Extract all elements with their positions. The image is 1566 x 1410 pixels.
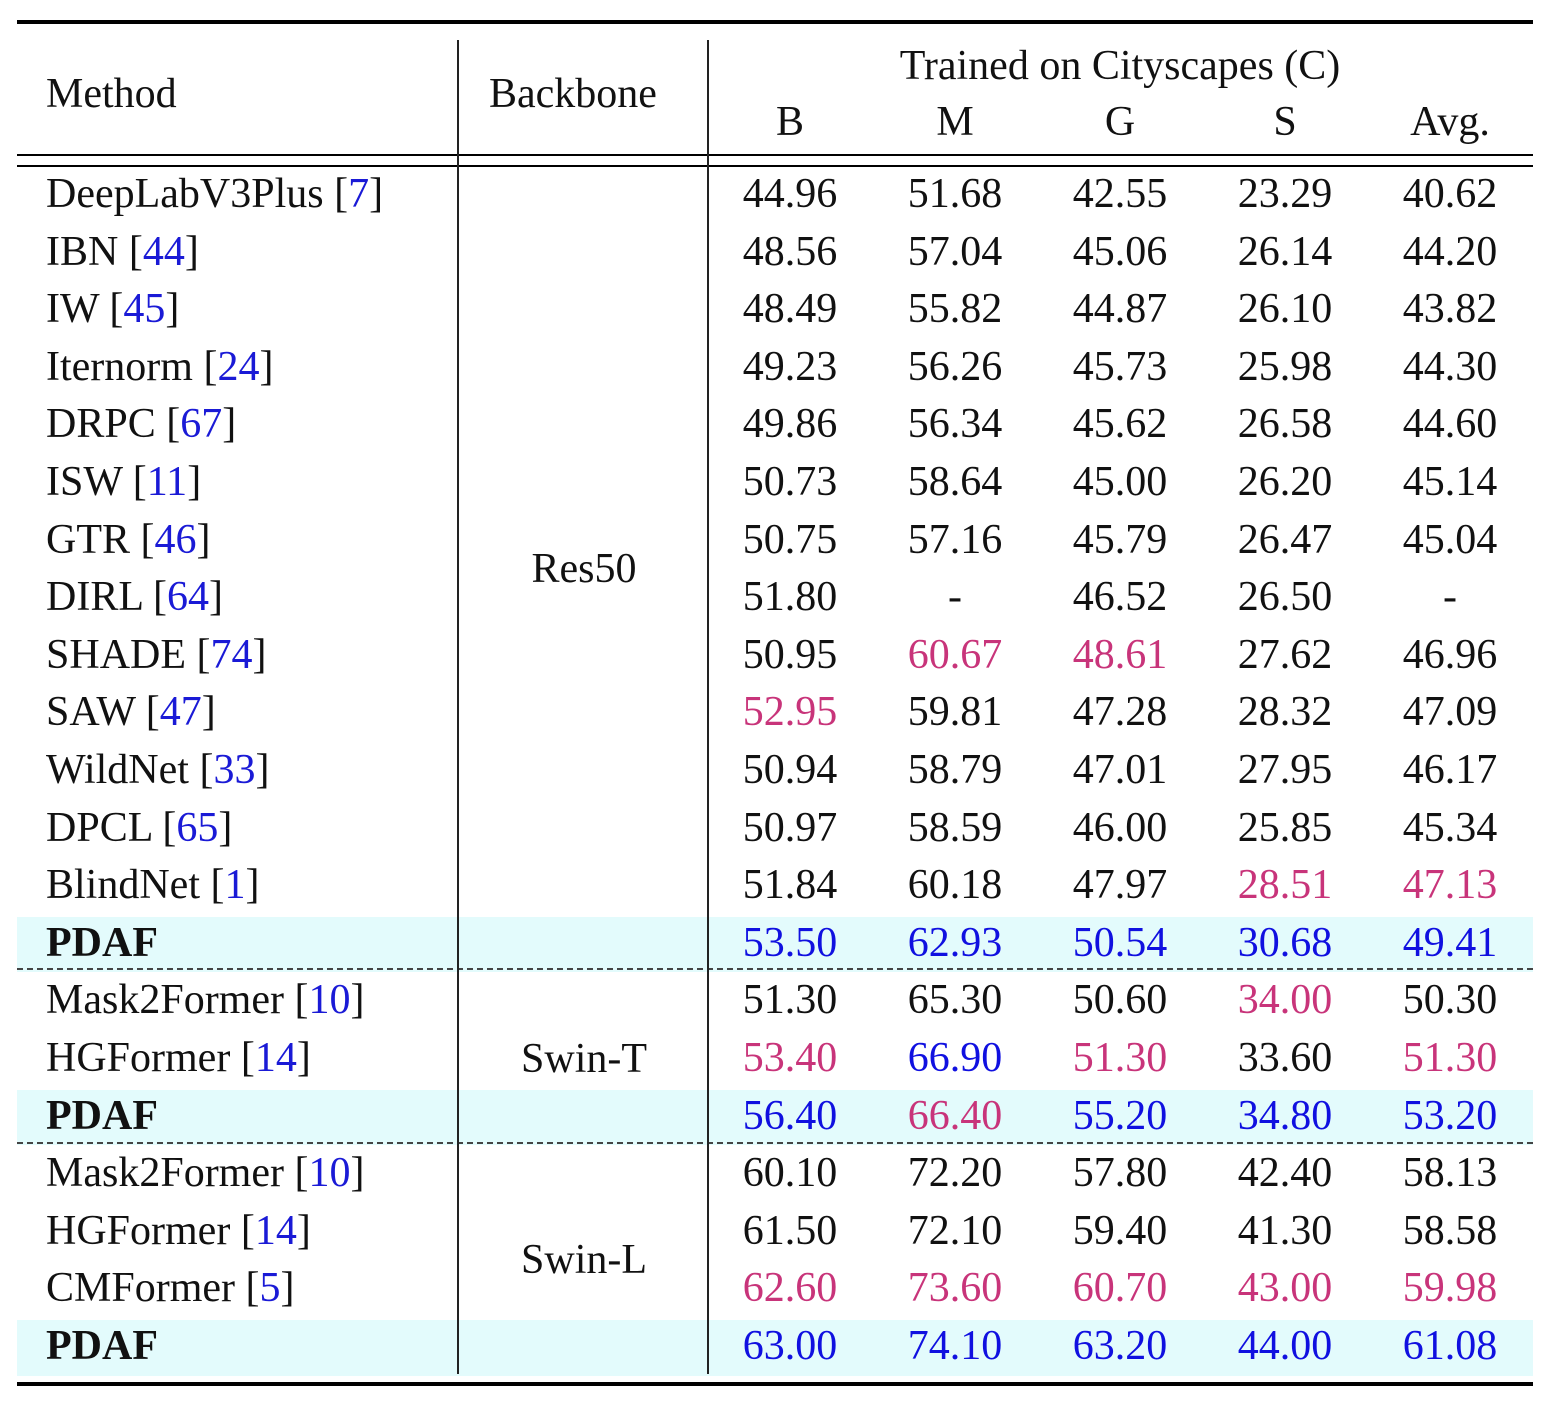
score-cell: 72.20 xyxy=(907,1150,1003,1197)
method-label: ISW xyxy=(46,459,123,505)
header-col-0: B xyxy=(775,99,804,145)
score-cell: 44.87 xyxy=(1072,286,1168,333)
score-cell: 57.16 xyxy=(907,516,1003,563)
method-label: IW xyxy=(46,286,99,333)
score-cell: 25.85 xyxy=(1237,804,1333,851)
score-cell: 50.95 xyxy=(742,631,838,678)
method-label: BlindNet xyxy=(46,862,200,909)
score-cell: 60.67 xyxy=(907,631,1003,678)
method-label: PDAF xyxy=(46,919,158,966)
score-cell: 51.30 xyxy=(1072,1035,1168,1081)
score-cell: 74.10 xyxy=(907,1323,1003,1369)
citation-link[interactable]: 45 xyxy=(123,286,166,333)
score-cell: 45.06 xyxy=(1072,228,1168,275)
score-cell: 40.62 xyxy=(1402,171,1498,217)
method-label: DRPC xyxy=(46,401,156,448)
method-label: SAW xyxy=(46,689,136,736)
method-name: Iternorm [24] xyxy=(46,343,274,390)
score-cell: 41.30 xyxy=(1237,1207,1333,1254)
header-col-2: G xyxy=(1104,99,1136,145)
method-name: HGFormer [14] xyxy=(46,1035,311,1081)
score-cell: 26.14 xyxy=(1237,228,1333,275)
score-cell: 59.98 xyxy=(1402,1265,1498,1312)
score-cell: 53.50 xyxy=(742,919,838,966)
score-cell: 60.70 xyxy=(1072,1265,1168,1312)
top-rule xyxy=(17,20,1533,24)
backbone-label: Res50 xyxy=(531,546,637,593)
method-label: PDAF xyxy=(46,1092,158,1139)
score-cell: 46.17 xyxy=(1402,747,1498,793)
score-cell: 47.01 xyxy=(1072,747,1168,793)
score-cell: 46.96 xyxy=(1402,631,1498,678)
citation-link[interactable]: 7 xyxy=(348,171,370,217)
score-cell: 46.52 xyxy=(1072,574,1168,621)
score-cell: 50.75 xyxy=(742,516,838,563)
score-cell: 50.73 xyxy=(742,459,838,505)
score-cell: 48.61 xyxy=(1072,631,1168,678)
score-cell: 51.30 xyxy=(742,977,838,1024)
citation-link[interactable]: 11 xyxy=(146,459,188,505)
score-cell: 25.98 xyxy=(1237,343,1333,390)
score-cell: 50.94 xyxy=(742,747,838,793)
score-cell: 51.30 xyxy=(1402,1035,1498,1081)
score-cell: 27.95 xyxy=(1237,747,1333,793)
score-cell: 62.60 xyxy=(742,1265,838,1312)
citation-link[interactable]: 44 xyxy=(142,228,185,275)
score-cell: - xyxy=(1443,574,1457,621)
score-cell: 34.00 xyxy=(1237,977,1333,1024)
score-cell: 44.30 xyxy=(1402,343,1498,390)
method-name xyxy=(46,915,158,971)
method-name: Mask2Former [10] xyxy=(46,1150,365,1197)
score-cell: 66.90 xyxy=(907,1035,1003,1081)
score-cell: 28.51 xyxy=(1237,862,1333,909)
score-cell: 26.10 xyxy=(1237,286,1333,333)
score-cell: 47.97 xyxy=(1072,862,1168,909)
score-cell: 55.20 xyxy=(1072,1092,1168,1139)
method-name: WildNet [33] xyxy=(46,747,270,793)
method-label: Mask2Former xyxy=(46,977,284,1024)
score-cell: 59.81 xyxy=(907,689,1003,736)
score-cell: 26.47 xyxy=(1237,516,1333,563)
method-name: SAW [47] xyxy=(46,689,216,736)
method-label: Iternorm xyxy=(46,343,193,390)
method-name: HGFormer [14] xyxy=(46,1207,311,1254)
score-cell: 63.20 xyxy=(1072,1323,1168,1369)
score-cell: 45.00 xyxy=(1072,459,1168,505)
method-name: DeepLabV3Plus [7] xyxy=(46,171,384,217)
score-cell: 61.50 xyxy=(742,1207,838,1254)
score-cell: 51.80 xyxy=(742,574,838,621)
score-cell: 23.29 xyxy=(1237,171,1333,217)
score-cell: 43.82 xyxy=(1402,286,1498,333)
score-cell: 47.28 xyxy=(1072,689,1168,736)
backbone-label: Swin-T xyxy=(521,1035,647,1082)
method-label: HGFormer xyxy=(46,1207,231,1254)
score-cell: 45.79 xyxy=(1072,516,1168,563)
score-cell: 48.56 xyxy=(742,228,838,275)
method-label: WildNet xyxy=(46,747,189,793)
method-label: Mask2Former xyxy=(46,1150,284,1197)
score-cell: 51.84 xyxy=(742,862,838,909)
score-cell: 62.93 xyxy=(907,919,1003,966)
score-cell: 26.50 xyxy=(1237,574,1333,621)
score-cell: 44.00 xyxy=(1237,1323,1333,1369)
score-cell: - xyxy=(948,574,962,621)
score-cell: 34.80 xyxy=(1237,1092,1333,1139)
citation-link[interactable]: 74 xyxy=(210,631,253,678)
score-cell: 27.62 xyxy=(1237,631,1333,678)
citation-link[interactable]: 10 xyxy=(308,977,351,1024)
method-name: SHADE [74] xyxy=(46,631,267,678)
header-group: Trained on Cityscapes (C) xyxy=(899,43,1341,89)
score-cell: 56.34 xyxy=(907,401,1003,448)
score-cell: 44.60 xyxy=(1402,401,1498,448)
score-cell: 65.30 xyxy=(907,977,1003,1024)
score-cell: 52.95 xyxy=(742,689,838,736)
method-name: Mask2Former [10] xyxy=(46,977,365,1024)
score-cell: 49.86 xyxy=(742,401,838,448)
citation-link[interactable]: 33 xyxy=(213,747,256,793)
score-cell: 66.40 xyxy=(907,1092,1003,1139)
score-cell: 42.55 xyxy=(1072,171,1168,217)
citation-link[interactable]: 1 xyxy=(224,862,246,909)
score-cell: 45.04 xyxy=(1402,516,1498,563)
score-cell: 58.64 xyxy=(907,459,1003,505)
score-cell: 58.79 xyxy=(907,747,1003,793)
method-label: SHADE xyxy=(46,631,187,678)
method-label: DeepLabV3Plus xyxy=(46,171,324,217)
score-cell: 63.00 xyxy=(742,1323,838,1369)
score-cell: 50.97 xyxy=(742,804,838,851)
header-method: Method xyxy=(46,71,177,117)
score-cell: 48.49 xyxy=(742,286,838,333)
method-label: GTR xyxy=(46,516,130,563)
method-label: HGFormer xyxy=(46,1035,231,1081)
method-name: BlindNet [1] xyxy=(46,862,260,909)
score-cell: 45.73 xyxy=(1072,343,1168,390)
method-name: GTR [46] xyxy=(46,516,211,563)
score-cell: 45.14 xyxy=(1402,459,1498,505)
citation-link[interactable]: 24 xyxy=(217,343,260,390)
column-divider xyxy=(707,40,709,1374)
score-cell: 47.09 xyxy=(1402,689,1498,736)
score-cell: 61.08 xyxy=(1402,1323,1498,1369)
header-col-3: S xyxy=(1273,99,1297,145)
backbone-label: Swin-L xyxy=(521,1237,647,1284)
score-cell: 49.41 xyxy=(1402,919,1498,966)
method-name: DIRL [64] xyxy=(46,574,223,621)
score-cell: 50.60 xyxy=(1072,977,1168,1024)
score-cell: 53.40 xyxy=(742,1035,838,1081)
score-cell: 56.26 xyxy=(907,343,1003,390)
citation-link[interactable]: 10 xyxy=(308,1150,351,1197)
header-col-4: Avg. xyxy=(1410,99,1490,145)
citation-link[interactable]: 46 xyxy=(154,516,197,563)
method-name: CMFormer [5] xyxy=(46,1265,295,1312)
method-name xyxy=(46,1318,158,1374)
score-cell: 46.00 xyxy=(1072,804,1168,851)
score-cell: 56.40 xyxy=(742,1092,838,1139)
score-cell: 59.40 xyxy=(1072,1207,1168,1254)
score-cell: 58.58 xyxy=(1402,1207,1498,1254)
method-label: IBN xyxy=(46,228,119,275)
score-cell: 42.40 xyxy=(1237,1150,1333,1197)
method-name xyxy=(46,1088,158,1144)
score-cell: 57.80 xyxy=(1072,1150,1168,1197)
method-name: DPCL [65] xyxy=(46,804,233,851)
score-cell: 44.20 xyxy=(1402,228,1498,275)
method-label: PDAF xyxy=(46,1323,158,1369)
method-name: IW [45] xyxy=(46,286,180,333)
column-divider xyxy=(457,40,459,1374)
score-cell: 50.30 xyxy=(1402,977,1498,1024)
score-cell: 26.20 xyxy=(1237,459,1333,505)
score-cell: 60.10 xyxy=(742,1150,838,1197)
score-cell: 73.60 xyxy=(907,1265,1003,1312)
header-col-1: M xyxy=(936,99,974,145)
score-cell: 55.82 xyxy=(907,286,1003,333)
citation-link[interactable]: 5 xyxy=(259,1265,281,1312)
score-cell: 57.04 xyxy=(907,228,1003,275)
score-cell: 60.18 xyxy=(907,862,1003,909)
score-cell: 53.20 xyxy=(1402,1092,1498,1139)
score-cell: 44.96 xyxy=(742,171,838,217)
method-label: CMFormer xyxy=(46,1265,235,1312)
score-cell: 30.68 xyxy=(1237,919,1333,966)
citation-link[interactable]: 14 xyxy=(254,1207,297,1254)
score-cell: 45.34 xyxy=(1402,804,1498,851)
score-cell: 49.23 xyxy=(742,343,838,390)
header-rule-1 xyxy=(17,154,1533,156)
header-backbone: Backbone xyxy=(489,71,657,117)
score-cell: 28.32 xyxy=(1237,689,1333,736)
score-cell: 72.10 xyxy=(907,1207,1003,1254)
citation-link[interactable]: 47 xyxy=(159,689,202,736)
citation-link[interactable]: 67 xyxy=(180,401,223,448)
score-cell: 26.58 xyxy=(1237,401,1333,448)
score-cell: 47.13 xyxy=(1402,862,1498,909)
score-cell: 33.60 xyxy=(1237,1035,1333,1081)
method-label: DPCL xyxy=(46,804,152,851)
method-name: IBN [44] xyxy=(46,228,199,275)
method-label: DIRL xyxy=(46,574,143,621)
score-cell: 51.68 xyxy=(907,171,1003,217)
citation-link[interactable]: 64 xyxy=(166,574,209,621)
score-cell: 58.13 xyxy=(1402,1150,1498,1197)
citation-link[interactable]: 14 xyxy=(254,1035,297,1081)
score-cell: 45.62 xyxy=(1072,401,1168,448)
method-name: DRPC [67] xyxy=(46,401,237,448)
citation-link[interactable]: 65 xyxy=(176,804,219,851)
method-name: ISW [11] xyxy=(46,459,202,505)
score-cell: 58.59 xyxy=(907,804,1003,851)
score-cell: 50.54 xyxy=(1072,919,1168,966)
bottom-rule xyxy=(17,1382,1533,1386)
score-cell: 43.00 xyxy=(1237,1265,1333,1312)
